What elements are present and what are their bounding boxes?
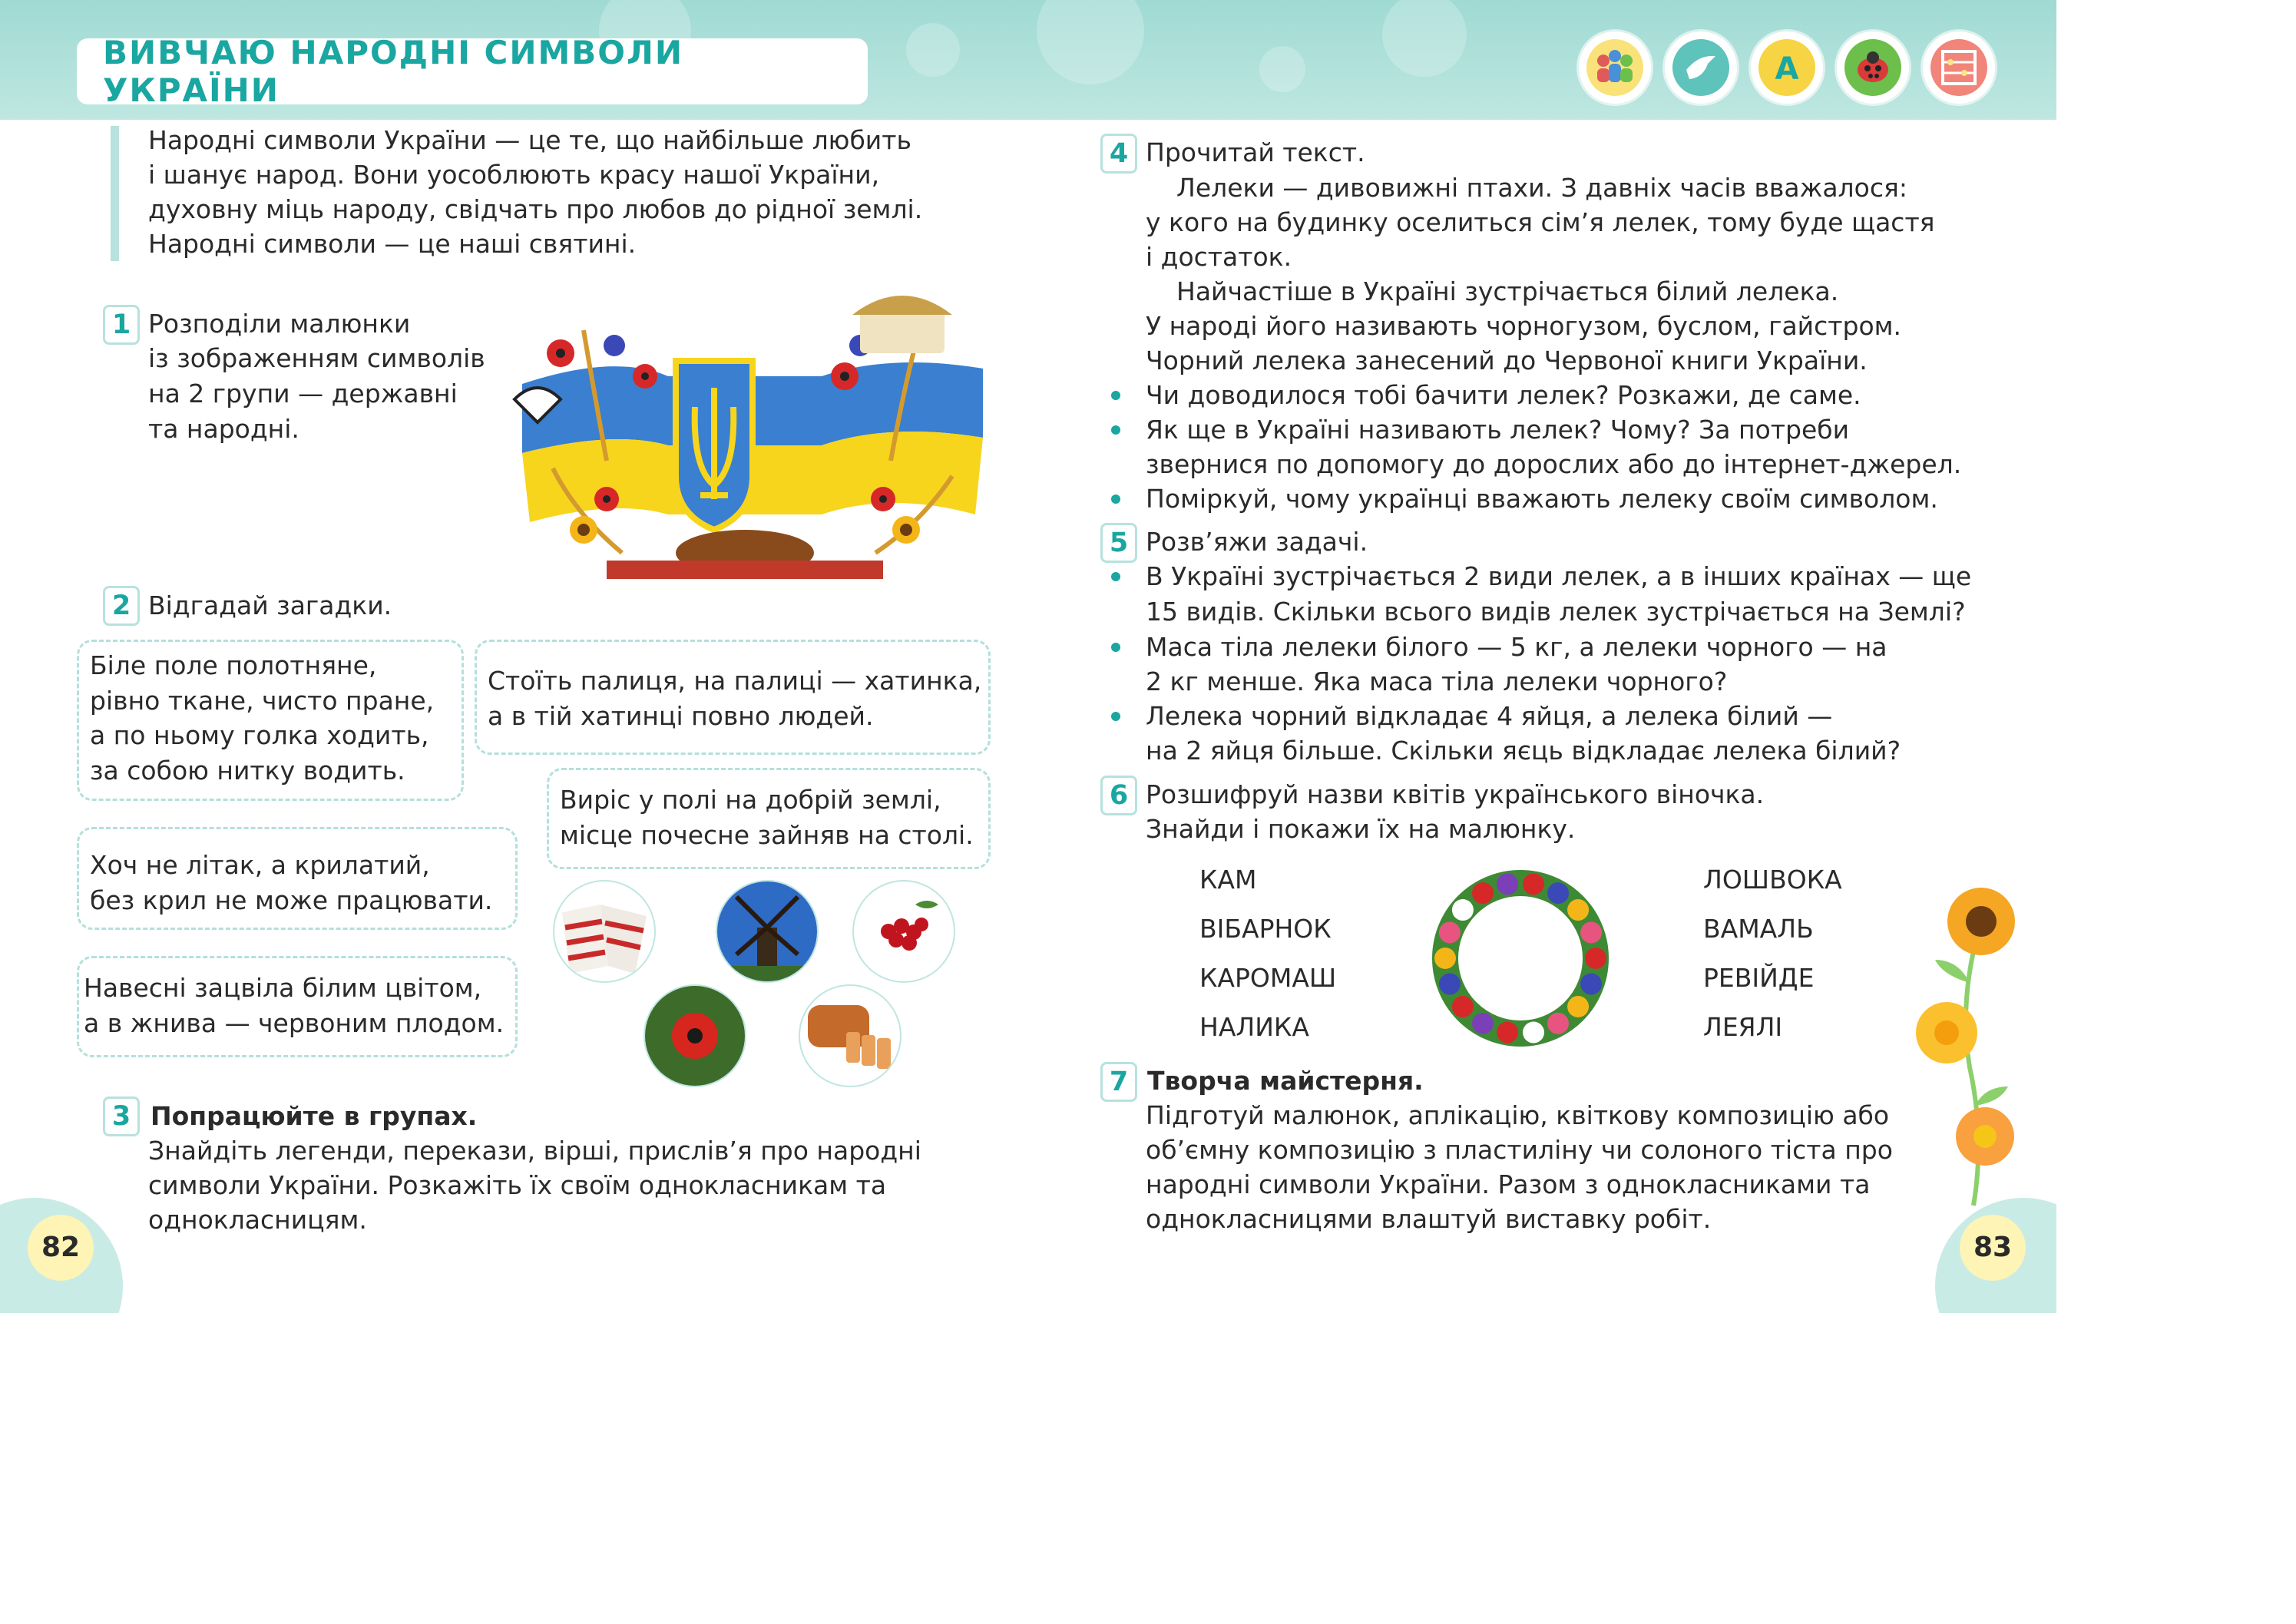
- task3-line: Знайдіть легенди, перекази, вірші, прислів’я про народні: [148, 1136, 921, 1166]
- towel-image: [553, 880, 656, 983]
- riddle-line: Біле поле полотняне,: [90, 650, 377, 680]
- wreath-flower: [1452, 899, 1474, 921]
- wreath-flower: [1452, 996, 1474, 1017]
- wreath-flower: [1439, 921, 1461, 943]
- scrambled-word: ВІБАРНОК: [1199, 914, 1332, 944]
- task4-line: і достаток.: [1146, 242, 1292, 272]
- task4-bullet: Чи доводилося тобі бачити лелек? Розкажи, де саме.: [1146, 380, 1861, 410]
- task-number: 5: [1100, 523, 1137, 563]
- task4-line: Найчастіше в Україні зустрічається білий лелека.: [1176, 276, 1839, 306]
- task5-title: Розв’яжи задачі.: [1146, 527, 1368, 557]
- title-box: [77, 34, 868, 109]
- riddle-line: місце почесне зайняв на столі.: [560, 819, 974, 850]
- group-work-icon: [1579, 31, 1651, 104]
- riddle-line: Стоїть палиця, на палиці — хатинка,: [488, 666, 982, 696]
- riddle-line: за собою нитку водить.: [90, 755, 405, 786]
- task5-line: Лелека чорний відкладає 4 яйця, а лелека білий —: [1146, 701, 1833, 731]
- scrambled-word: НАЛИКА: [1199, 1012, 1309, 1042]
- task1-line: із зображенням символів: [148, 343, 485, 373]
- wreath-flower: [1547, 882, 1569, 904]
- task-number: 6: [1100, 776, 1137, 815]
- task6-line: Розшифруй назви квітів українського віночка.: [1146, 779, 1765, 809]
- svg-text:A: A: [1775, 51, 1799, 87]
- task5-line: 15 видів. Скільки всього видів лелек зустрічається на Землі?: [1146, 597, 1966, 627]
- wreath-flower: [1580, 921, 1602, 943]
- intro-accent-bar: [111, 126, 119, 261]
- task-number: 2: [103, 586, 140, 626]
- sunflower-stem-decoration: [1912, 883, 2027, 1221]
- riddle-card: [77, 956, 518, 1057]
- task1-line: на 2 групи — державні: [148, 379, 458, 408]
- scrambled-word: КАРОМАШ: [1199, 963, 1337, 993]
- windmill-image: [716, 880, 819, 983]
- task1-line: та народні.: [148, 414, 299, 444]
- viburnum-image: [852, 880, 955, 983]
- task-number: 1: [103, 305, 140, 345]
- task4-title: Прочитай текст.: [1146, 137, 1365, 167]
- task3-line: символи України. Розкажіть їх своїм однокласникам та: [148, 1170, 887, 1200]
- task5-line: В Україні зустрічається 2 види лелек, а в інших країнах — ще: [1146, 561, 1972, 591]
- task5-line: Маса тіла лелеки білого — 5 кг, а лелеки чорного — на: [1146, 632, 1887, 662]
- task-number: 7: [1100, 1062, 1137, 1102]
- ukrainian-symbols-illustration: [491, 284, 998, 584]
- wreath-flower: [1497, 873, 1518, 895]
- bread-image: [799, 984, 902, 1087]
- task6-line: Знайди і покажи їх на малюнку.: [1146, 814, 1576, 844]
- riddle-card: [77, 827, 518, 930]
- riddle-line: а в тій хатинці повно людей.: [488, 700, 874, 731]
- letter-a-icon: [1751, 31, 1823, 104]
- task7-title: Творча майстерня.: [1147, 1066, 1424, 1096]
- intro-line: і шанує народ. Вони уособлюють красу нашої України,: [148, 160, 880, 190]
- task4-line: Чорний лелека занесений до Червоної книги України.: [1146, 346, 1868, 375]
- wreath-flower: [1567, 899, 1589, 921]
- riddle-card: [77, 640, 464, 801]
- task7-line: народні символи України. Разом з однокласниками та: [1146, 1169, 1871, 1199]
- wreath-flower: [1472, 1013, 1494, 1034]
- bullet-icon: [1111, 712, 1120, 721]
- task-number: 3: [103, 1096, 140, 1136]
- scrambled-word: КАМ: [1199, 865, 1257, 895]
- scrambled-word: ЛЕЯЛІ: [1703, 1012, 1783, 1042]
- wreath-flower: [1523, 873, 1544, 895]
- wreath-flower: [1585, 948, 1606, 969]
- abacus-icon: [1923, 31, 1995, 104]
- wreath-flower: [1547, 1013, 1569, 1034]
- page-title: ВИВЧАЮ НАРОДНІ СИМВОЛИ УКРАЇНИ: [103, 34, 684, 109]
- task4-bullet: Поміркуй, чому українці вважають лелеку своїм символом.: [1146, 484, 1938, 514]
- task5-line: 2 кг менше. Яка маса тіла лелеки чорного?: [1146, 666, 1728, 696]
- task-number: 4: [1100, 134, 1137, 174]
- page-number-right: 83: [1960, 1215, 2026, 1281]
- intro-line: духовну міць народу, свідчать про любов до рідної землі.: [148, 194, 923, 224]
- poppy-image: [643, 984, 746, 1087]
- bullet-icon: [1111, 643, 1120, 652]
- riddle-card: [547, 768, 991, 869]
- riddle-line: Хоч не літак, а крилатий,: [90, 850, 430, 880]
- wreath-flower: [1567, 996, 1589, 1017]
- scrambled-word: РЕВІЙДЕ: [1703, 963, 1815, 993]
- wreath-flower: [1580, 974, 1602, 995]
- task3-title: Попрацюйте в групах.: [151, 1101, 478, 1131]
- page-number-left: 82: [28, 1215, 94, 1281]
- task4-bullet: звернися по допомогу до дорослих або до інтернет-джерел.: [1146, 449, 1962, 479]
- riddle-card: [475, 640, 991, 755]
- riddle-line: а по ньому голка ходить,: [90, 720, 429, 750]
- riddle-line: рівно ткане, чисто пране,: [90, 685, 435, 716]
- riddle-line: а в жнива — червоним плодом.: [84, 1007, 505, 1038]
- bird-icon: [1665, 31, 1737, 104]
- wreath-flower: [1523, 1022, 1544, 1044]
- riddle-line: без крил не може працювати.: [90, 885, 493, 915]
- task2-text: Відгадай загадки.: [148, 590, 392, 620]
- flower-wreath-illustration: [1421, 858, 1620, 1058]
- bullet-icon: [1111, 494, 1120, 504]
- intro-line: Народні символи — це наші святині.: [148, 229, 637, 259]
- task4-bullet: Як ще в Україні називають лелек? Чому? За потреби: [1146, 415, 1850, 445]
- task7-line: Підготуй малюнок, аплікацію, квіткову композицію або: [1146, 1100, 1890, 1130]
- riddle-line: Виріс у полі на добрій землі,: [560, 785, 941, 815]
- bullet-icon: [1111, 391, 1120, 400]
- riddle-line: Навесні зацвіла білим цвітом,: [84, 973, 482, 1003]
- wreath-flower: [1472, 882, 1494, 904]
- scrambled-word: ВАМАЛЬ: [1703, 914, 1814, 944]
- task7-line: однокласницями влаштуй виставку робіт.: [1146, 1204, 1712, 1234]
- scrambled-word: ЛОШВОКА: [1703, 865, 1842, 895]
- task4-line: у кого на будинку оселиться сім’я лелек, тому буде щастя: [1146, 207, 1935, 237]
- intro-line: Народні символи України — це те, що найбільше любить: [148, 125, 911, 155]
- task7-line: об’ємну композицію з пластиліну чи солоного тіста про: [1146, 1135, 1893, 1165]
- ladybug-icon: [1837, 31, 1909, 104]
- bullet-icon: [1111, 425, 1120, 435]
- bullet-icon: [1111, 572, 1120, 581]
- task5-line: на 2 яйця більше. Скільки яєць відкладає лелека білий?: [1146, 736, 1901, 766]
- wreath-flower: [1434, 948, 1456, 969]
- task3-line: однокласницям.: [148, 1205, 367, 1235]
- wreath-flower: [1497, 1022, 1518, 1044]
- task1-line: Розподіли малюнки: [148, 309, 411, 339]
- task4-line: Лелеки — дивовижні птахи. З давніх часів вважалося:: [1176, 173, 1907, 203]
- wreath-flower: [1439, 974, 1461, 995]
- task4-line: У народі його називають чорногузом, буслом, гайстром.: [1146, 311, 1902, 341]
